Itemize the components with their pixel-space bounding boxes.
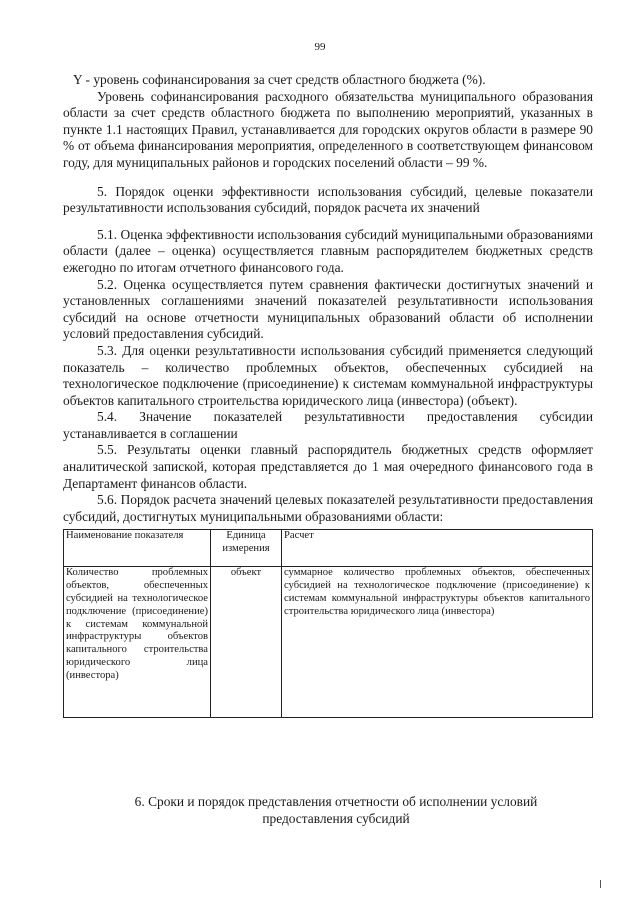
header-unit: Единица измерения: [211, 530, 282, 567]
item-5-1: 5.1. Оценка эффективности использования субсидий муниципальными образованиями области (далее – оценка) осуществляется главным распорядителем бюджетных средств ежегодно по итогам отчетного финансового года.: [63, 226, 593, 275]
page-number: 99: [314, 41, 326, 53]
item-5-2: 5.2. Оценка осуществляется путем сравнения фактически достигнутых значений и установленных соглашениями значений показателей результативности использования субсидий на основе отчетности муниципальных образований области об исполнении условий предоставления субсидий.: [63, 276, 593, 342]
document-body: [63, 72, 593, 718]
item-5-5: 5.5. Результаты оценки главный распорядитель бюджетных средств оформляет аналитической запиской, которая представляется до 1 мая очередного финансового года в Департамент финансов области.: [63, 442, 593, 491]
table-row: [64, 567, 593, 718]
item-5-6: 5.6. Порядок расчета значений целевых показателей результативности предоставления субсидий, достигнутых муниципальными образованиями области:: [63, 492, 593, 524]
item-5-4: 5.4. Значение показателей результативности предоставления субсидии устанавливается в соглашении: [63, 409, 593, 441]
item-5-3: 5.3. Для оценки результативности использования субсидий применяется следующий показатель – количество проблемных объектов, обеспеченных субсидией на технологическое подключение (присоединение) к системам коммунальной инфраструктуры объектов капитального строительства юридического лица (инвестора) (объект).: [63, 342, 593, 408]
paragraph-cofinancing-level: Уровень софинансирования расходного обязательства муниципального образования области за счет средств областного бюджета по выполнению мероприятий, указанных в пункте 1.1 настоящих Правил, устанавливается для городских округов области в размере 90 % от объема финансирования мероприятия, определенного в соответствующем финансовом году, для муниципальных районов и городских поселений области – 99 %.: [63, 88, 593, 170]
section-5-heading: 5. Порядок оценки эффективности использования субсидий, целевые показатели результативности использования субсидий, порядок расчета их значений: [63, 183, 593, 216]
cell-indicator-name: Количество проблемных объектов, обеспеченных субсидией на технологическое подключение (присоединение) к системам коммунальной инфраструктуры объектов капитального строительства юридического лица (инвестора): [64, 567, 211, 718]
header-calculation: Расчет: [282, 530, 593, 567]
table-header-row: [64, 530, 593, 567]
cell-calculation: суммарное количество проблемных объектов, обеспеченных субсидией на технологическое подключение (присоединение) к системам коммунальной инфраструктуры объектов капитального строительства юридического лица (инвестора): [282, 567, 593, 718]
indicators-table: [63, 529, 593, 718]
section-6-heading: 6. Сроки и порядок представления отчетности об исполнении условий предоставления субсидий: [134, 794, 538, 826]
paragraph-y-definition: Y - уровень софинансирования за счет средств областного бюджета (%).: [73, 72, 486, 87]
cell-unit: объект: [211, 567, 282, 718]
header-indicator-name: Наименование показателя: [64, 530, 211, 567]
scan-mark: [600, 880, 601, 888]
